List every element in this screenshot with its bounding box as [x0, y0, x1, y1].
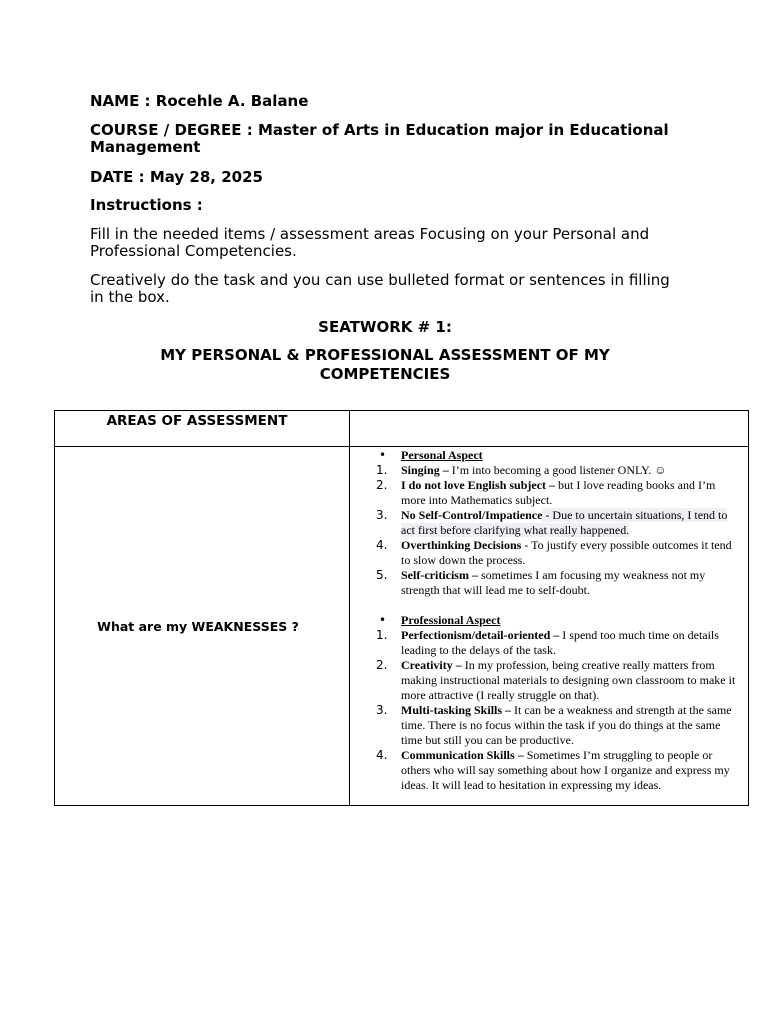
item-text: sometimes I am focusing my weakness not my strength that will lead me to self-doubt.: [401, 568, 706, 597]
professional-aspect-heading: [376, 613, 740, 628]
section-spacer: [376, 598, 740, 613]
item-text: I spend too much time on details leading to the delays of the task.: [401, 628, 719, 657]
name-value: Rocehle A. Balane: [155, 92, 309, 110]
table-row: [55, 447, 749, 806]
table-header-cell: [55, 411, 350, 447]
list-number: 2.: [376, 658, 388, 672]
weaknesses-content: [350, 447, 748, 805]
list-item: [376, 478, 740, 508]
item-title: I do not love English subject –: [401, 478, 556, 492]
assessment-table: [54, 410, 749, 806]
item-title: Overthinking Decisions: [401, 538, 522, 552]
weaknesses-content-cell: [350, 447, 749, 806]
name-label: NAME :: [90, 92, 151, 110]
item-title: Self-criticism –: [401, 568, 478, 582]
item-title: Perfectionism/detail-oriented –: [401, 628, 560, 642]
list-item: [376, 628, 740, 658]
list-number: 1.: [376, 463, 388, 477]
list-number: 5.: [376, 568, 388, 582]
date-label: DATE :: [90, 168, 145, 186]
list-number: 4.: [376, 538, 388, 552]
seatwork-title: SEATWORK # 1:: [318, 318, 452, 336]
item-text-highlighted: - Due to uncertain situations, I tend to act first before clarifying what really happened.: [401, 508, 728, 537]
instruction-paragraph-2: Creatively do the task and you can use bulleted format or sentences in filling in the box.: [90, 271, 670, 306]
assessment-title: MY PERSONAL & PROFESSIONAL ASSESSMENT OF MY COMPETENCIES: [160, 346, 610, 383]
item-text: In my profession, being creative really matters from making instructional materials to designing own classroom to make it more attractive (I really struggle on that).: [401, 658, 736, 702]
item-text: - To justify every possible outcomes it tend to slow down the process.: [401, 538, 732, 567]
course-line: [90, 122, 690, 156]
list-item: [376, 508, 740, 538]
item-text: Sometimes I’m struggling to people or others who will say something about how I organize and express my ideas. It will lead to hesitation in expressing my ideas.: [401, 748, 730, 792]
table-header-row: [55, 411, 749, 447]
item-title: Communication Skills –: [401, 748, 524, 762]
list-item: [376, 463, 740, 478]
list-number: 2.: [376, 478, 388, 492]
areas-of-assessment-header: AREAS OF ASSESSMENT: [106, 413, 288, 429]
date-line: [90, 169, 690, 186]
item-text: but I love reading books and I’m more into Mathematics subject.: [401, 478, 716, 507]
list-item: [376, 658, 740, 703]
weaknesses-label: What are my WEAKNESSES ?: [55, 447, 350, 806]
item-text: It can be a weakness and strength at the same time. There is no focus within the task if you do things at the same time but still you can be productive.: [401, 703, 732, 747]
bullet-icon: •: [379, 448, 387, 462]
item-text: I’m into becoming a good listener ONLY. ☺: [448, 463, 667, 477]
list-number: 3.: [376, 508, 388, 522]
bullet-icon: •: [379, 613, 387, 627]
list-item: [376, 748, 740, 793]
date-value: May 28, 2025: [149, 168, 263, 186]
list-item: [376, 703, 740, 748]
list-number: 4.: [376, 748, 388, 762]
instruction-paragraph-1: Fill in the needed items / assessment areas Focusing on your Personal and Professional Competencies.: [90, 225, 650, 260]
professional-aspect-label: Professional Aspect: [401, 613, 501, 627]
personal-aspect-label: Personal Aspect: [401, 448, 483, 462]
list-number: 3.: [376, 703, 388, 717]
course-value: Master of Arts in Education major in Educational Management: [90, 121, 669, 156]
personal-aspect-heading: [376, 448, 740, 463]
item-title: Creativity –: [401, 658, 462, 672]
list-item: [376, 568, 740, 598]
instructions-heading: Instructions :: [90, 196, 203, 214]
table-header-cell-empty: [350, 411, 749, 447]
item-title: Multi-tasking Skills –: [401, 703, 512, 717]
item-title: Singing –: [401, 463, 449, 477]
item-title: No Self-Control/Impatience: [401, 508, 543, 522]
list-item: [376, 538, 740, 568]
course-label: COURSE / DEGREE :: [90, 121, 253, 139]
name-line: [90, 93, 690, 110]
list-number: 1.: [376, 628, 388, 642]
